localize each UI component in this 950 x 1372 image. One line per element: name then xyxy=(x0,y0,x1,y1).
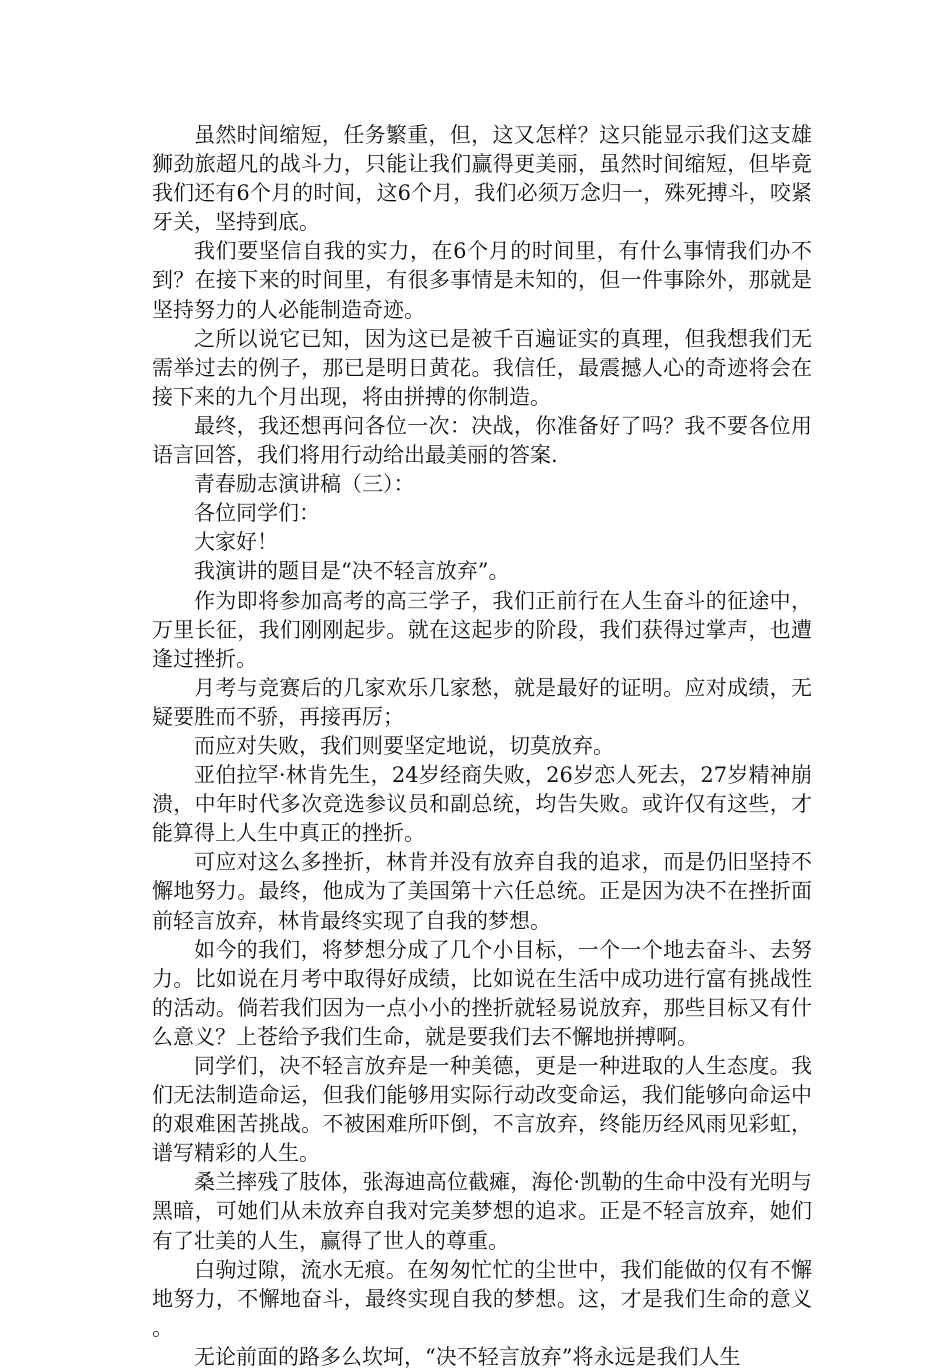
paragraph: 如今的我们，将梦想分成了几个小目标，一个一个地去奋斗、去努力。比如说在月考中取得好成绩，比如说在生活中成功进行富有挑战性的活动。倘若我们因为一点小小的挫折就轻易说放弃，那些目标又有什么意义？上苍给予我们生命，就是要我们去不懈地拼搏啊。 xyxy=(152,937,812,1049)
paragraph: 作为即将参加高考的高三学子，我们正前行在人生奋斗的征途中，万里长征，我们刚刚起步。就在这起步的阶段，我们获得过掌声，也遭逢过挫折。 xyxy=(152,588,812,671)
paragraph: 之所以说它已知，因为这已是被千百遍证实的真理，但我想我们无需举过去的例子，那已是明日黄花。我信任，最震撼人心的奇迹将会在接下来的九个月出现，将由拼搏的你制造。 xyxy=(152,326,812,409)
paragraph: 无论前面的路多么坎坷，“决不轻言放弃”将永远是我们人生 xyxy=(194,1344,741,1369)
paragraph: 桑兰摔残了肢体，张海迪高位截瘫，海伦·凯勒的生命中没有光明与黑暗，可她们从未放弃自我对完美梦想的追求。正是不轻言放弃，她们有了壮美的人生，赢得了世人的尊重。 xyxy=(152,1170,812,1253)
speech-title-line: 我演讲的题目是“决不轻言放弃”。 xyxy=(194,559,510,584)
greeting: 大家好！ xyxy=(194,530,278,555)
paragraph: 亚伯拉罕·林肯先生，24岁经商失败，26岁恋人死去，27岁精神崩溃，中年时代多次竞选参议员和副总统，均告失败。或许仅有这些，才能算得上人生中真正的挫折。 xyxy=(152,763,812,846)
paragraph: 虽然时间缩短，任务繁重，但，这又怎样？这只能显示我们这支雄狮劲旅超凡的战斗力，只能让我们赢得更美丽，虽然时间缩短，但毕竟我们还有6个月的时间，这6个月，我们必须万念归一，殊死搏斗，咬紧牙关，坚持到底。 xyxy=(152,123,812,235)
document-body xyxy=(152,121,812,1372)
paragraph: 月考与竞赛后的几家欢乐几家愁，就是最好的证明。应对成绩，无疑要胜而不骄，再接再厉； xyxy=(152,675,812,729)
section-heading: 青春励志演讲稿（三）： xyxy=(194,472,415,497)
salutation: 各位同学们： xyxy=(194,501,320,526)
paragraph: 我们要坚信自我的实力，在6个月的时间里，有什么事情我们办不到？在接下来的时间里，有很多事情是未知的，但一件事除外，那就是坚持努力的人必能制造奇迹。 xyxy=(152,239,812,322)
paragraph: 而应对失败，我们则要坚定地说，切莫放弃。 xyxy=(194,733,614,758)
paragraph: 可应对这么多挫折，林肯并没有放弃自我的追求，而是仍旧坚持不懈地努力。最终，他成为了美国第十六任总统。正是因为决不在挫折面前轻言放弃，林肯最终实现了自我的梦想。 xyxy=(152,850,812,933)
paragraph: 同学们，决不轻言放弃是一种美德，更是一种进取的人生态度。我们无法制造命运，但我们能够用实际行动改变命运，我们能够向命运中的艰难困苦挑战。不被困难所吓倒，不言放弃，终能历经风雨见彩虹，谱写精彩的人生。 xyxy=(152,1054,812,1166)
paragraph: 最终，我还想再问各位一次：决战，你准备好了吗？我不要各位用语言回答，我们将用行动给出最美丽的答案. xyxy=(152,413,812,468)
paragraph: 白驹过隙，流水无痕。在匆匆忙忙的尘世中，我们能做的仅有不懈地努力，不懈地奋斗，最终实现自我的梦想。这，才是我们生命的意义。 xyxy=(152,1257,812,1340)
